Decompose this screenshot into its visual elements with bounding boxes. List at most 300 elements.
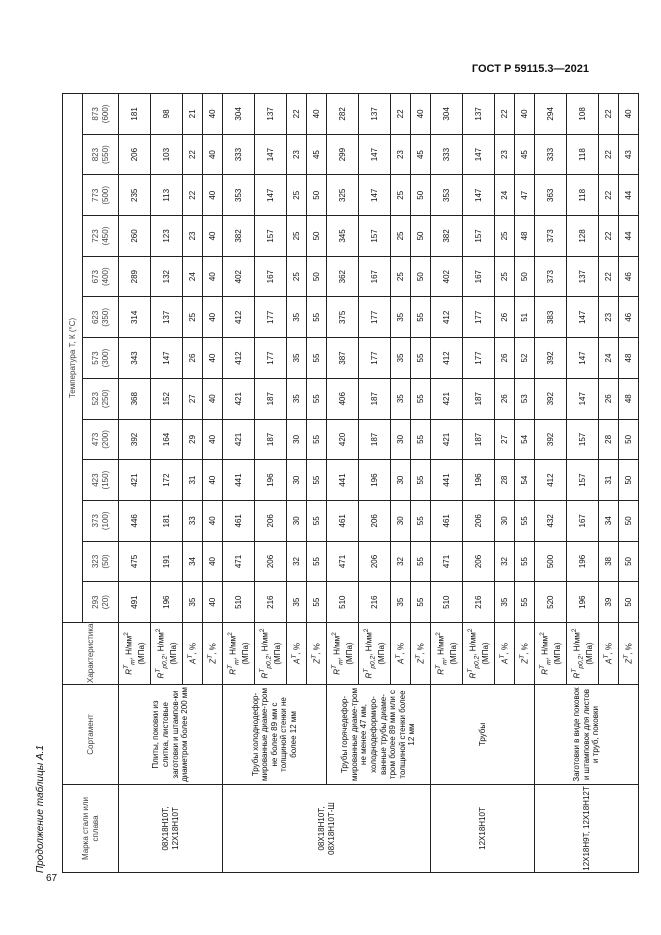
value-cell: 412 [535, 460, 567, 501]
value-cell: 55 [515, 500, 535, 541]
value-cell: 510 [223, 582, 255, 623]
value-cell: 44 [619, 175, 639, 216]
value-cell: 402 [431, 256, 463, 297]
temp-kelvin: 873 [90, 107, 100, 121]
temp-celsius: (200) [100, 430, 110, 449]
grade-cell: 12Х18Н10Т [431, 785, 535, 873]
value-cell: 22 [183, 175, 203, 216]
value-cell: 54 [515, 460, 535, 501]
value-cell: 206 [119, 134, 151, 175]
characteristic-cell [119, 623, 151, 685]
temperature-col [83, 500, 119, 541]
char-sub: p0,2 [160, 655, 168, 669]
value-cell: 55 [307, 338, 327, 379]
value-cell: 40 [619, 94, 639, 135]
value-cell: 22 [599, 94, 619, 135]
char-unit-sup: 2 [570, 628, 578, 633]
characteristic-cell [327, 623, 359, 685]
value-cell: 167 [463, 256, 495, 297]
char-unit-mpa: (МПа) [344, 642, 354, 665]
value-cell: 30 [391, 419, 411, 460]
temperature-col [83, 175, 119, 216]
char-sup: T [310, 654, 318, 659]
temperature-col [83, 94, 119, 135]
value-cell: 471 [327, 541, 359, 582]
char-unit-mpa: (МПа) [584, 642, 594, 665]
value-cell: 25 [495, 216, 515, 257]
value-cell: 177 [463, 338, 495, 379]
temp-celsius: (500) [100, 185, 110, 205]
value-cell: 40 [203, 460, 223, 501]
characteristic-cell [599, 623, 619, 685]
value-cell: 471 [431, 541, 463, 582]
value-cell: 187 [359, 419, 391, 460]
value-cell: 55 [307, 500, 327, 541]
grade-header: Марка стали или сплава [63, 785, 119, 873]
value-cell: 187 [463, 378, 495, 419]
value-cell: 24 [183, 256, 203, 297]
value-cell: 196 [255, 460, 287, 501]
char-unit-sup: 2 [154, 628, 162, 633]
char-symbol: A [604, 658, 614, 664]
value-cell: 40 [411, 94, 431, 135]
value-cell: 123 [151, 216, 183, 257]
value-cell: 137 [463, 94, 495, 135]
value-cell: 50 [411, 256, 431, 297]
characteristic-cell [535, 623, 567, 685]
temperature-col [83, 338, 119, 379]
char-symbol: R [260, 672, 270, 679]
value-cell: 196 [359, 460, 391, 501]
characteristic-cell [183, 623, 203, 685]
value-cell: 412 [223, 297, 255, 338]
value-cell: 412 [431, 297, 463, 338]
value-cell: 32 [287, 541, 307, 582]
value-cell: 46 [619, 256, 639, 297]
value-cell: 44 [619, 216, 639, 257]
value-cell: 35 [287, 297, 307, 338]
value-cell: 177 [359, 338, 391, 379]
value-cell: 475 [119, 541, 151, 582]
value-cell: 22 [599, 256, 619, 297]
value-cell: 35 [391, 338, 411, 379]
char-symbol: R [156, 672, 166, 679]
value-cell: 40 [203, 582, 223, 623]
value-cell: 304 [431, 94, 463, 135]
char-unit: , Н/мм [572, 632, 582, 656]
value-cell: 23 [391, 134, 411, 175]
value-cell: 441 [223, 460, 255, 501]
char-sup: T [206, 654, 214, 659]
value-cell: 34 [599, 500, 619, 541]
char-unit-mpa: (МПа) [448, 642, 458, 665]
value-cell: 21 [183, 94, 203, 135]
value-cell: 157 [463, 216, 495, 257]
char-unit-mpa: (МПа) [272, 642, 282, 665]
value-cell: 333 [223, 134, 255, 175]
char-unit: , Н/мм [468, 632, 478, 656]
temp-kelvin: 373 [90, 514, 100, 528]
value-cell: 282 [327, 94, 359, 135]
value-cell: 206 [463, 500, 495, 541]
char-unit: , % [312, 643, 322, 655]
value-cell: 43 [619, 134, 639, 175]
value-cell: 181 [151, 500, 183, 541]
table-row [431, 94, 463, 873]
value-cell: 181 [119, 94, 151, 135]
value-cell: 491 [119, 582, 151, 623]
assortment-cell: Трубы холоднодефор-мированные диаме-тром не более 89 мм с толщиной стенки не более 12 мм [223, 685, 327, 785]
value-cell: 392 [535, 419, 567, 460]
characteristic-cell [515, 623, 535, 685]
assortment-cell: Трубы [431, 685, 535, 785]
value-cell: 26 [599, 378, 619, 419]
char-sup: T [154, 668, 162, 673]
value-cell: 167 [359, 256, 391, 297]
value-cell: 38 [599, 541, 619, 582]
value-cell: 55 [515, 541, 535, 582]
value-cell: 406 [327, 378, 359, 419]
char-unit-mpa: (МПа) [376, 642, 386, 665]
value-cell: 31 [599, 460, 619, 501]
grade-cell: 08Х18Н10Т, 08Х18Н10Т-Ш [223, 785, 431, 873]
value-cell: 40 [307, 94, 327, 135]
char-symbol: R [364, 672, 374, 679]
value-cell: 392 [535, 378, 567, 419]
value-cell: 147 [359, 134, 391, 175]
char-unit-mpa: (МПа) [136, 642, 146, 665]
value-cell: 48 [619, 378, 639, 419]
value-cell: 32 [391, 541, 411, 582]
grade-cell: 08Х18Н10Т, 12Х18Н10Т [119, 785, 223, 873]
value-cell: 314 [119, 297, 151, 338]
value-cell: 177 [255, 338, 287, 379]
char-unit: , % [292, 643, 302, 655]
char-sup: T [434, 664, 442, 669]
temperature-header: Температура T, К (°С) [63, 94, 83, 623]
value-cell: 196 [463, 460, 495, 501]
characteristic-cell [411, 623, 431, 685]
char-symbol: Z [416, 658, 426, 664]
temp-kelvin: 823 [90, 147, 100, 162]
value-cell: 157 [359, 216, 391, 257]
value-cell: 157 [567, 419, 599, 460]
temp-kelvin: 423 [90, 473, 100, 487]
characteristic-cell [151, 623, 183, 685]
value-cell: 510 [431, 582, 463, 623]
value-cell: 421 [431, 378, 463, 419]
assortment-cell: Трубы горячедефор-мированные диаме-тром не менее 47 мм, холоднодеформиро-ванные трубы диаме-тром более 89 мм или с толщиной стенки более 12 мм [327, 685, 431, 785]
value-cell: 147 [359, 175, 391, 216]
char-sup: T [394, 654, 402, 659]
value-cell: 26 [495, 297, 515, 338]
characteristic-cell [463, 623, 495, 685]
value-cell: 375 [327, 297, 359, 338]
value-cell: 368 [119, 378, 151, 419]
temp-celsius: (50) [100, 554, 110, 569]
value-cell: 50 [411, 216, 431, 257]
value-cell: 167 [567, 500, 599, 541]
value-cell: 50 [307, 256, 327, 297]
table-row [223, 94, 255, 873]
value-cell: 55 [307, 541, 327, 582]
value-cell: 30 [391, 460, 411, 501]
value-cell: 40 [203, 419, 223, 460]
char-unit: , Н/мм [364, 632, 374, 656]
value-cell: 30 [287, 460, 307, 501]
table-row [327, 94, 359, 873]
value-cell: 260 [119, 216, 151, 257]
char-unit-sup: 2 [258, 628, 266, 633]
value-cell: 35 [287, 582, 307, 623]
value-cell: 50 [619, 582, 639, 623]
characteristic-cell [287, 623, 307, 685]
table-row [535, 94, 567, 873]
temp-celsius: (300) [100, 348, 110, 368]
char-symbol: Z [208, 658, 218, 664]
char-unit-mpa: (МПа) [480, 642, 490, 665]
char-sup: T [226, 664, 234, 669]
value-cell: 461 [327, 500, 359, 541]
temp-kelvin: 523 [90, 392, 100, 406]
value-cell: 103 [151, 134, 183, 175]
value-cell: 147 [567, 338, 599, 379]
value-cell: 35 [391, 297, 411, 338]
value-cell: 294 [535, 94, 567, 135]
char-sup: T [602, 654, 610, 659]
value-cell: 196 [151, 582, 183, 623]
table-row [119, 94, 151, 873]
value-cell: 289 [119, 256, 151, 297]
assortment-header: Сортамент [63, 685, 119, 785]
value-cell: 118 [567, 175, 599, 216]
value-cell: 206 [359, 541, 391, 582]
value-cell: 28 [599, 419, 619, 460]
char-symbol: R [540, 669, 550, 675]
value-cell: 32 [495, 541, 515, 582]
value-cell: 48 [515, 216, 535, 257]
temperature-col [83, 297, 119, 338]
value-cell: 25 [391, 216, 411, 257]
char-sup: T [538, 664, 546, 669]
value-cell: 510 [327, 582, 359, 623]
value-cell: 196 [567, 582, 599, 623]
value-cell: 137 [567, 256, 599, 297]
value-cell: 40 [203, 541, 223, 582]
value-cell: 441 [327, 460, 359, 501]
value-cell: 23 [495, 134, 515, 175]
value-cell: 137 [151, 297, 183, 338]
value-cell: 22 [599, 175, 619, 216]
temp-kelvin: 723 [90, 229, 100, 243]
temperature-col [83, 378, 119, 419]
assortment-cell: Плиты, поковки из слитка, листовые заготовки и штампов-ки диаметром более 200 мм [119, 685, 223, 785]
value-cell: 35 [183, 582, 203, 623]
char-symbol: Z [312, 658, 322, 664]
value-cell: 25 [183, 297, 203, 338]
char-unit: , Н/мм [156, 632, 166, 656]
value-cell: 98 [151, 94, 183, 135]
value-cell: 35 [287, 378, 307, 419]
value-cell: 54 [515, 419, 535, 460]
value-cell: 50 [307, 216, 327, 257]
char-sub: p0,2 [472, 655, 480, 669]
value-cell: 382 [223, 216, 255, 257]
temp-celsius: (350) [100, 308, 110, 327]
page-number: 67 [46, 873, 58, 884]
value-cell: 304 [223, 94, 255, 135]
value-cell: 55 [411, 541, 431, 582]
char-sub: m [336, 659, 344, 665]
char-sub: p0,2 [576, 655, 584, 669]
value-cell: 362 [327, 256, 359, 297]
value-cell: 30 [391, 500, 411, 541]
char-symbol: R [332, 669, 342, 675]
char-unit-mpa: (МПа) [168, 642, 178, 665]
value-cell: 461 [223, 500, 255, 541]
value-cell: 172 [151, 460, 183, 501]
temperature-col [83, 582, 119, 623]
value-cell: 382 [431, 216, 463, 257]
value-cell: 421 [223, 419, 255, 460]
char-sup: T [330, 664, 338, 669]
temp-kelvin: 323 [90, 554, 100, 569]
char-unit: , % [500, 643, 510, 655]
temp-celsius: (150) [100, 470, 110, 490]
value-cell: 22 [599, 134, 619, 175]
value-cell: 35 [391, 378, 411, 419]
value-cell: 27 [495, 419, 515, 460]
value-cell: 52 [515, 338, 535, 379]
value-cell: 25 [287, 216, 307, 257]
rotated-table-wrapper [62, 93, 634, 873]
char-unit-sup: 2 [330, 632, 338, 636]
char-sup: T [186, 654, 194, 659]
value-cell: 325 [327, 175, 359, 216]
value-cell: 55 [307, 297, 327, 338]
value-cell: 25 [287, 175, 307, 216]
value-cell: 35 [495, 582, 515, 623]
characteristic-cell [391, 623, 411, 685]
value-cell: 196 [567, 541, 599, 582]
char-symbol: R [436, 669, 446, 675]
characteristic-header: Характеристика [63, 623, 119, 685]
value-cell: 22 [287, 94, 307, 135]
temperature-col [83, 134, 119, 175]
value-cell: 147 [567, 378, 599, 419]
value-cell: 353 [223, 175, 255, 216]
temp-celsius: (400) [100, 267, 110, 286]
standard-header: ГОСТ Р 59115.3—2021 [471, 63, 589, 75]
value-cell: 31 [183, 460, 203, 501]
value-cell: 40 [203, 256, 223, 297]
value-cell: 471 [223, 541, 255, 582]
properties-table [62, 93, 639, 873]
value-cell: 441 [431, 460, 463, 501]
char-sup: T [518, 654, 526, 659]
value-cell: 45 [411, 134, 431, 175]
char-sup: T [362, 668, 370, 673]
value-cell: 392 [535, 338, 567, 379]
value-cell: 147 [255, 175, 287, 216]
value-cell: 187 [255, 378, 287, 419]
char-unit: , % [520, 643, 530, 655]
value-cell: 40 [203, 94, 223, 135]
char-sup: T [414, 654, 422, 659]
temp-celsius: (100) [100, 511, 110, 531]
char-unit: , % [624, 643, 634, 655]
value-cell: 22 [495, 94, 515, 135]
value-cell: 177 [255, 297, 287, 338]
value-cell: 23 [599, 297, 619, 338]
value-cell: 446 [119, 500, 151, 541]
value-cell: 187 [463, 419, 495, 460]
char-unit: , Н/мм [260, 632, 270, 656]
value-cell: 343 [119, 338, 151, 379]
value-cell: 55 [411, 378, 431, 419]
value-cell: 432 [535, 500, 567, 541]
value-cell: 40 [203, 134, 223, 175]
value-cell: 27 [183, 378, 203, 419]
value-cell: 55 [411, 338, 431, 379]
value-cell: 28 [495, 460, 515, 501]
value-cell: 40 [203, 338, 223, 379]
temp-celsius: (550) [100, 145, 110, 164]
char-symbol: A [500, 658, 510, 664]
value-cell: 152 [151, 378, 183, 419]
value-cell: 461 [431, 500, 463, 541]
value-cell: 51 [515, 297, 535, 338]
characteristic-cell [495, 623, 515, 685]
temp-kelvin: 773 [90, 188, 100, 202]
value-cell: 24 [599, 338, 619, 379]
value-cell: 147 [151, 338, 183, 379]
temp-kelvin: 473 [90, 432, 100, 447]
value-cell: 132 [151, 256, 183, 297]
characteristic-cell [255, 623, 287, 685]
value-cell: 113 [151, 175, 183, 216]
char-unit: , % [188, 643, 198, 655]
characteristic-cell [223, 623, 255, 685]
char-unit: , % [416, 643, 426, 655]
value-cell: 147 [567, 297, 599, 338]
value-cell: 22 [391, 94, 411, 135]
value-cell: 387 [327, 338, 359, 379]
value-cell: 40 [203, 216, 223, 257]
value-cell: 40 [515, 94, 535, 135]
value-cell: 187 [255, 419, 287, 460]
value-cell: 216 [463, 582, 495, 623]
value-cell: 412 [431, 338, 463, 379]
temp-celsius: (600) [100, 104, 110, 124]
value-cell: 26 [495, 378, 515, 419]
value-cell: 50 [619, 460, 639, 501]
value-cell: 25 [391, 256, 411, 297]
value-cell: 40 [203, 378, 223, 419]
char-sup: T [466, 668, 474, 673]
value-cell: 40 [203, 297, 223, 338]
value-cell: 24 [495, 175, 515, 216]
value-cell: 55 [307, 378, 327, 419]
value-cell: 345 [327, 216, 359, 257]
value-cell: 40 [203, 175, 223, 216]
characteristic-cell [359, 623, 391, 685]
temperature-col [83, 419, 119, 460]
char-unit: , % [604, 643, 614, 655]
char-unit-sup: 2 [122, 632, 130, 636]
char-sub: m [440, 659, 448, 665]
value-cell: 206 [255, 541, 287, 582]
